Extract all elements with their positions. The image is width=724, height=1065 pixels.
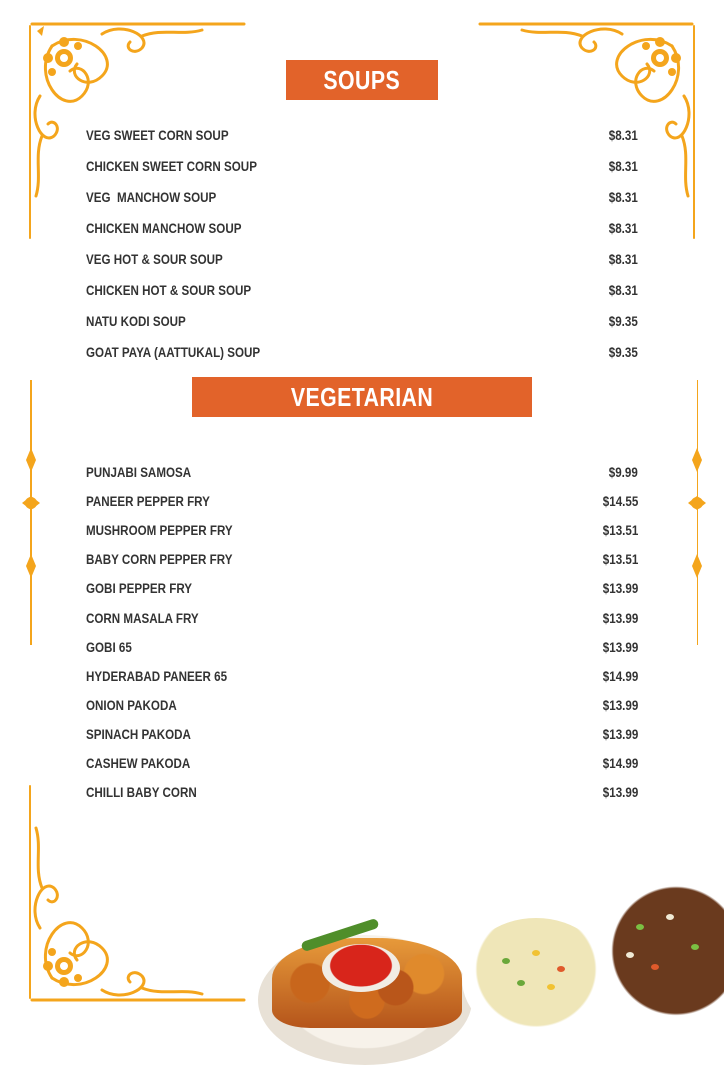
item-price: $9.35 — [608, 345, 638, 360]
item-price: $8.31 — [608, 283, 638, 298]
item-name: ONION PAKODA — [86, 697, 177, 713]
item-name: PANEER PEPPER FRY — [86, 494, 210, 510]
item-price: $13.51 — [602, 523, 638, 539]
item-price: $8.31 — [608, 159, 638, 174]
side-diamond-ornament-left — [22, 448, 40, 578]
menu-item — [86, 516, 638, 545]
veg-garnish — [557, 966, 565, 972]
item-price: $9.35 — [608, 314, 638, 329]
item-price: $13.99 — [602, 697, 638, 713]
veg-appetizers-title-text: VEGETARIAN APPETIZERS — [290, 382, 434, 452]
item-price: $8.31 — [608, 190, 638, 205]
item-price: $13.99 — [602, 639, 638, 655]
item-price: $13.99 — [602, 785, 638, 801]
item-name: CORN MASALA FRY — [86, 610, 199, 626]
menu-item — [86, 487, 638, 516]
veg-garnish — [636, 924, 644, 930]
veg-garnish — [691, 944, 699, 950]
menu-item — [86, 603, 638, 632]
item-name: VEG HOT & SOUR SOUP — [86, 252, 223, 267]
item-price: $9.99 — [608, 465, 638, 481]
item-name: CASHEW PAKODA — [86, 755, 191, 771]
menu-item — [86, 662, 638, 691]
menu-item — [86, 120, 638, 151]
chutney-bowl-image — [322, 944, 400, 992]
menu-item — [86, 182, 638, 213]
item-name: GOBI 65 — [86, 639, 132, 655]
veg-garnish — [547, 984, 555, 990]
menu-item — [86, 244, 638, 275]
veg-appetizers-menu-list — [86, 458, 638, 807]
item-name: CHICKEN HOT & SOUR SOUP — [86, 283, 252, 298]
item-name: GOAT PAYA (AATTUKAL) SOUP — [86, 345, 261, 360]
item-price: $8.31 — [608, 252, 638, 267]
item-price: $13.99 — [602, 726, 638, 742]
menu-item — [86, 545, 638, 574]
veg-garnish — [666, 914, 674, 920]
menu-item — [86, 337, 638, 368]
item-price: $14.55 — [602, 494, 638, 510]
item-name: NATU KODI SOUP — [86, 314, 186, 329]
soups-menu-list — [86, 120, 638, 368]
menu-item — [86, 213, 638, 244]
menu-item — [86, 275, 638, 306]
item-name: BABY CORN PEPPER FRY — [86, 552, 233, 568]
item-price: $8.31 — [608, 128, 638, 143]
item-name: CHICKEN MANCHOW SOUP — [86, 221, 242, 236]
menu-item — [86, 778, 638, 807]
veg-appetizers-section-title — [192, 377, 532, 452]
menu-item — [86, 306, 638, 337]
menu-item — [86, 574, 638, 603]
veg-garnish — [517, 980, 525, 986]
soups-section-title — [286, 60, 438, 100]
veg-garnish — [626, 952, 634, 958]
item-price: $13.99 — [602, 610, 638, 626]
menu-item — [86, 151, 638, 182]
menu-item — [86, 749, 638, 778]
item-price: $14.99 — [602, 668, 638, 684]
veg-garnish — [502, 958, 510, 964]
item-name: CHILLI BABY CORN — [86, 785, 197, 801]
item-name: SPINACH PAKODA — [86, 726, 191, 742]
item-name: HYDERABAD PANEER 65 — [86, 668, 228, 684]
menu-item — [86, 720, 638, 749]
menu-item — [86, 691, 638, 720]
item-name: CHICKEN SWEET CORN SOUP — [86, 159, 257, 174]
item-name: PUNJABI SAMOSA — [86, 465, 192, 481]
manchow-soup-image — [596, 874, 724, 1034]
sweet-corn-soup-image — [462, 918, 610, 1040]
item-name: VEG SWEET CORN SOUP — [86, 128, 229, 143]
item-name: MUSHROOM PEPPER FRY — [86, 523, 233, 539]
item-price: $13.51 — [602, 552, 638, 568]
menu-item — [86, 633, 638, 662]
item-price: $8.31 — [608, 221, 638, 236]
menu-item — [86, 458, 638, 487]
veg-garnish — [651, 964, 659, 970]
item-name: GOBI PEPPER FRY — [86, 581, 193, 597]
side-diamond-ornament-right — [688, 448, 706, 578]
soups-title-text: SOUPS — [323, 65, 401, 95]
item-price: $14.99 — [602, 755, 638, 771]
item-price: $13.99 — [602, 581, 638, 597]
veg-garnish — [532, 950, 540, 956]
corner-ornament-bottom-left — [22, 780, 250, 1008]
item-name: VEG MANCHOW SOUP — [86, 190, 217, 205]
